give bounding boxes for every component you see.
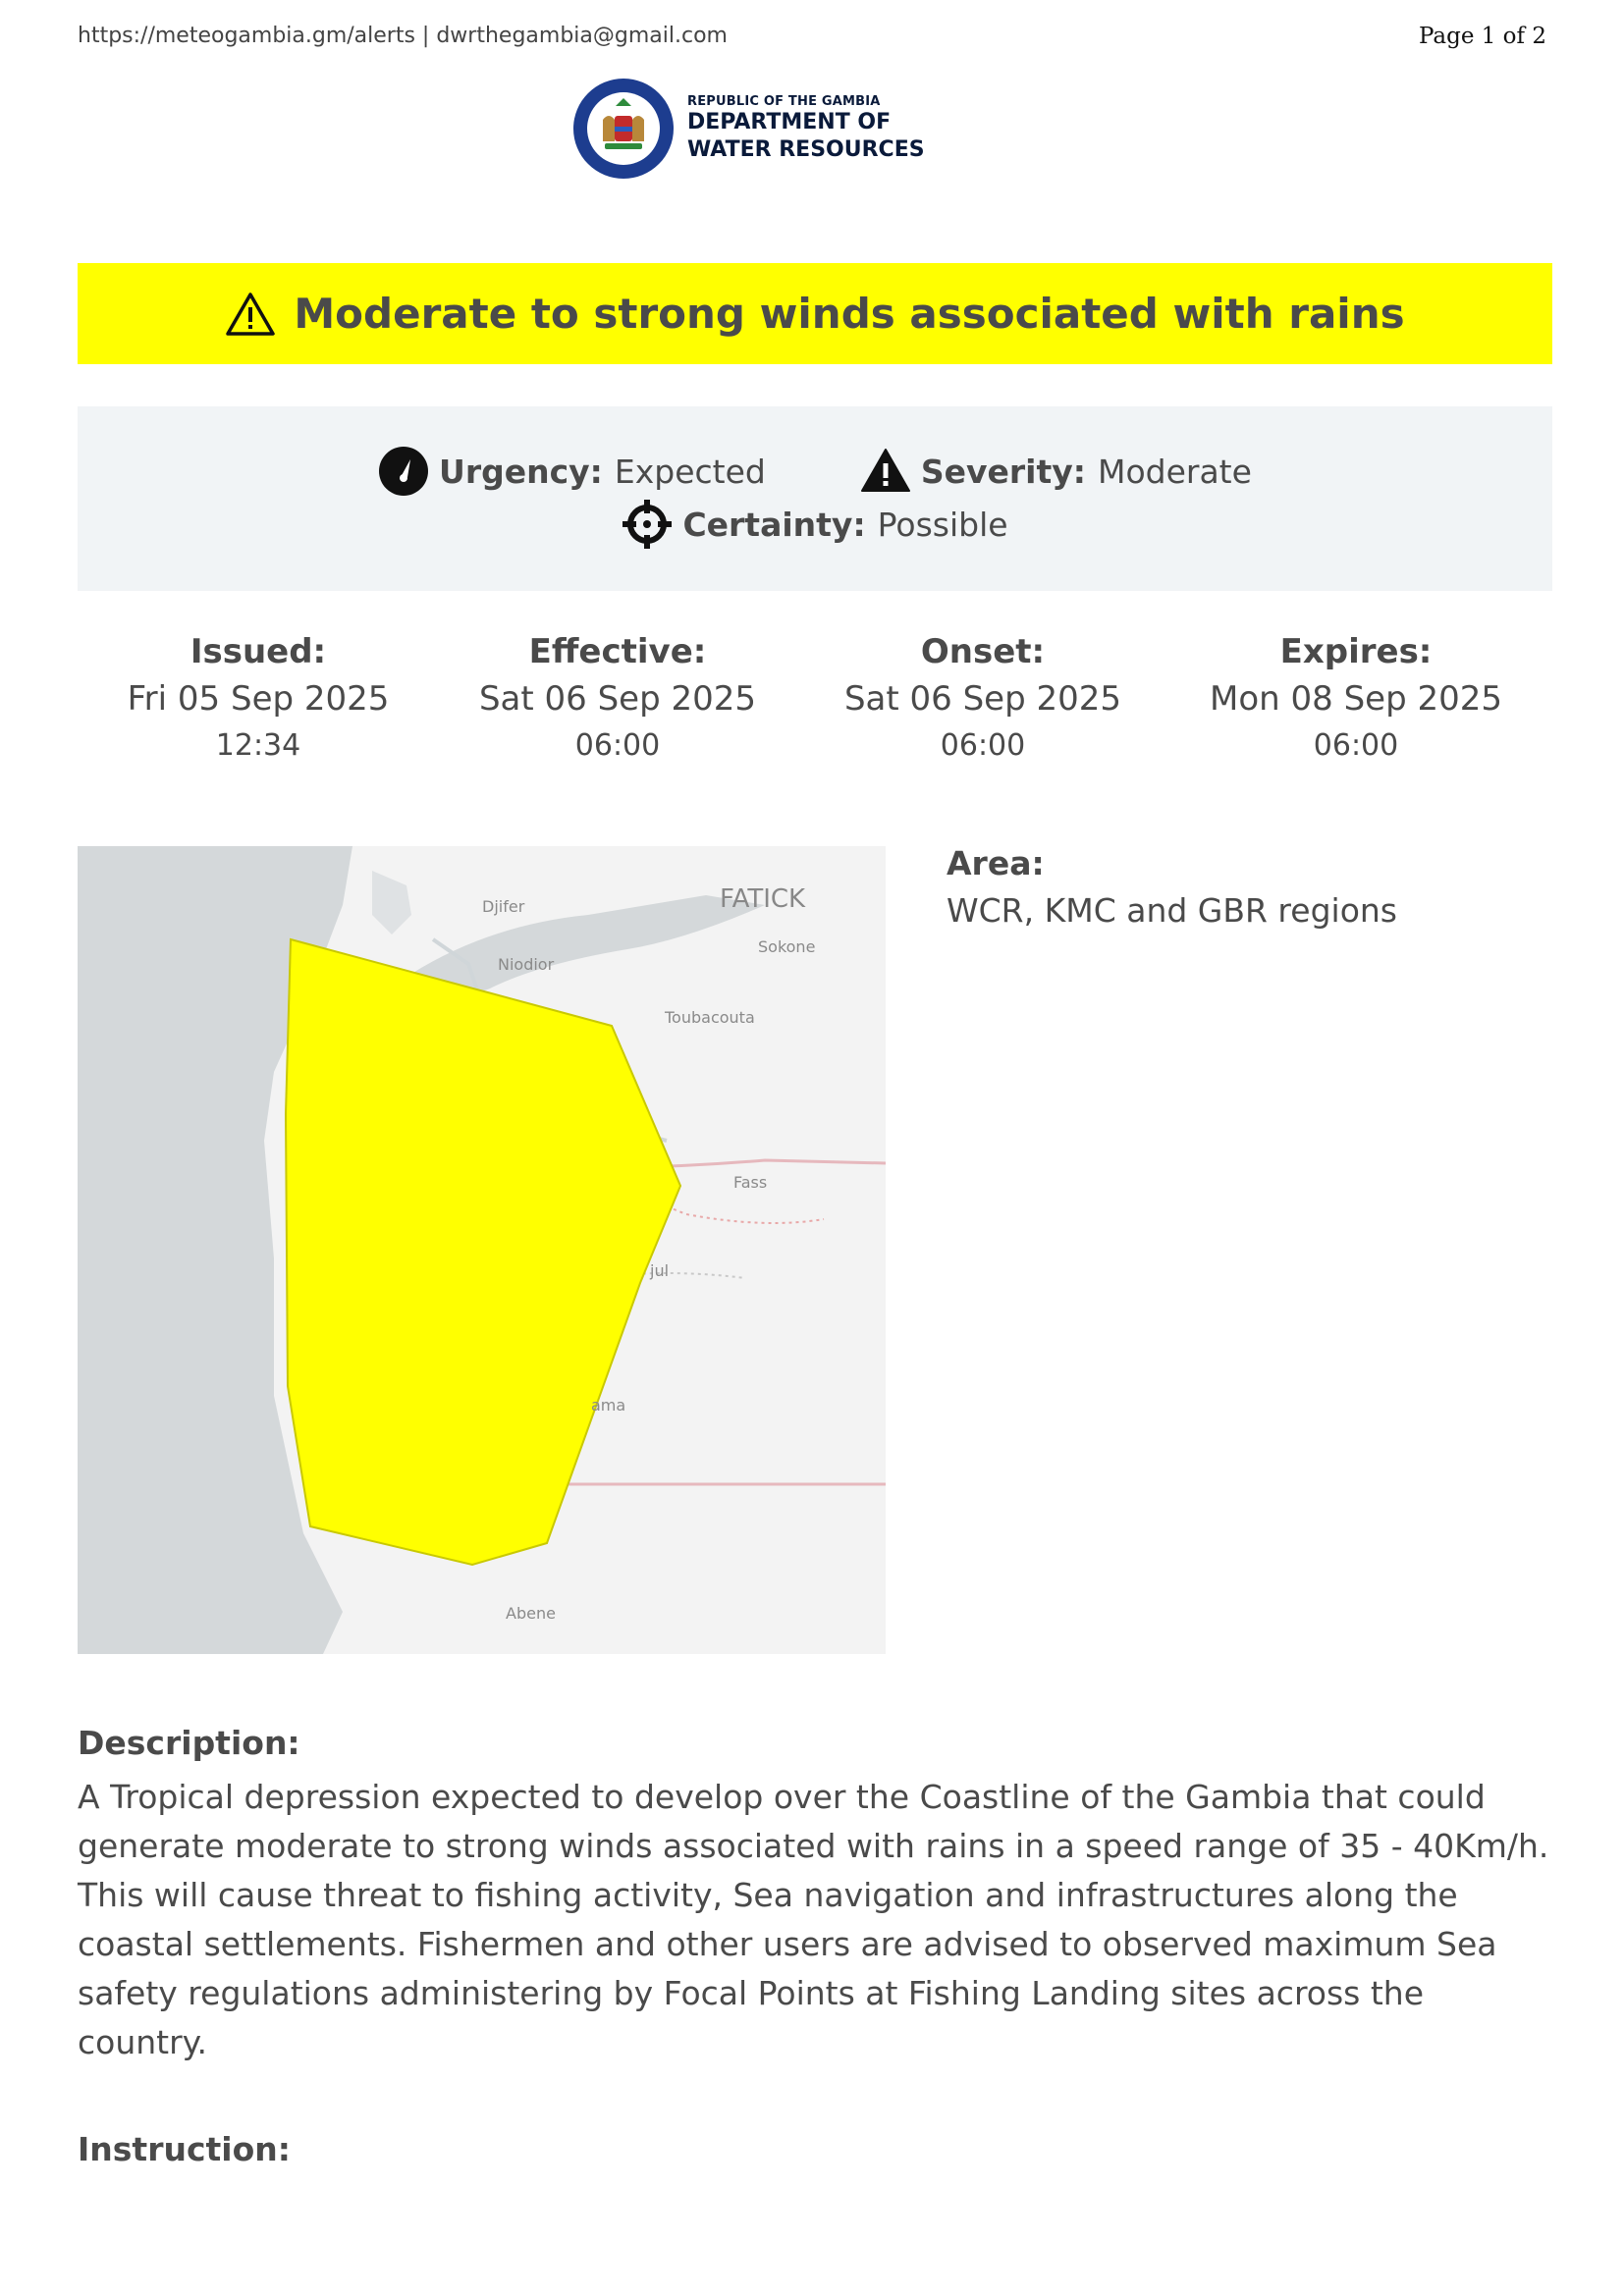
crosshair-icon: [622, 499, 673, 550]
area-section: [947, 844, 1397, 930]
time-value: 12:34: [215, 728, 301, 763]
issued-block: [91, 632, 425, 763]
time-label: Issued:: [189, 632, 327, 671]
map-label: FATICK: [720, 884, 806, 914]
alert-area-map: [78, 846, 886, 1654]
speedometer-icon: [378, 446, 429, 497]
time-value: 06:00: [1313, 728, 1399, 763]
map-label: ama: [591, 1396, 626, 1415]
description-label: Description:: [78, 1724, 300, 1762]
page-header: [78, 24, 1546, 53]
map-label: jul: [650, 1261, 670, 1280]
warning-triangle-icon: [225, 292, 276, 337]
time-label: Effective:: [528, 632, 707, 671]
logo-text: [687, 94, 925, 164]
time-value: 06:00: [940, 728, 1026, 763]
description-text: A Tropical depression expected to develop over the Coastline of the Gambia that could generate moderate to strong winds associated with rains in a speed range of 35 - 40Km/h. This will cause threat to fishing activity, Sea navigation and infrastructures along the coastal settlements. Fishermen and other users are advised to observed maximum Sea safety regulations administering by Focal Points at Fishing Landing sites across the country.: [78, 1778, 1549, 2061]
alert-meta-panel: [78, 406, 1552, 591]
map-label: Niodior: [498, 955, 555, 974]
alert-banner: [78, 263, 1552, 364]
time-date: Fri 05 Sep 2025: [127, 679, 390, 719]
map-label: Toubacouta: [665, 1008, 755, 1027]
map-label: Fass: [733, 1173, 768, 1192]
warning-filled-icon: [860, 446, 911, 497]
onset-block: [816, 632, 1150, 763]
logo-line-1: REPUBLIC OF THE GAMBIA: [687, 94, 881, 109]
url-contact: https://meteogambia.gm/alerts | dwrthegambia@gmail.com: [78, 24, 728, 48]
time-label: Onset:: [920, 632, 1046, 671]
severity-value: Moderate: [1097, 452, 1252, 491]
map-label: Djifer: [482, 897, 525, 916]
coat-of-arms-seal-icon: [571, 77, 676, 181]
area-label: Area:: [947, 844, 1045, 882]
logo-line-2: DEPARTMENT OF: [687, 110, 892, 134]
alert-times: [78, 632, 1552, 779]
certainty-label: Certainty:: [682, 505, 866, 544]
certainty: [622, 499, 1007, 550]
time-value: 06:00: [574, 728, 661, 763]
severity: [860, 446, 1252, 497]
page-number: Page 1 of 2: [1418, 24, 1546, 49]
instruction-label: Instruction:: [78, 2130, 291, 2168]
alert-title: Moderate to strong winds associated with rains: [294, 290, 1405, 338]
time-date: Mon 08 Sep 2025: [1210, 679, 1502, 719]
certainty-value: Possible: [877, 505, 1008, 544]
urgency: [378, 446, 766, 497]
area-value: WCR, KMC and GBR regions: [947, 891, 1397, 930]
map-label: Sokone: [758, 937, 816, 956]
expires-block: [1189, 632, 1523, 763]
logo-line-3: WATER RESOURCES: [687, 137, 925, 162]
effective-block: [451, 632, 785, 763]
urgency-label: Urgency:: [439, 452, 603, 491]
department-logo: [571, 77, 925, 185]
map-label: Abene: [506, 1604, 556, 1623]
severity-label: Severity:: [920, 452, 1086, 491]
time-date: Sat 06 Sep 2025: [478, 679, 757, 719]
description-section: [78, 1724, 1552, 2067]
urgency-value: Expected: [614, 452, 766, 491]
time-label: Expires:: [1279, 632, 1433, 671]
time-date: Sat 06 Sep 2025: [843, 679, 1122, 719]
